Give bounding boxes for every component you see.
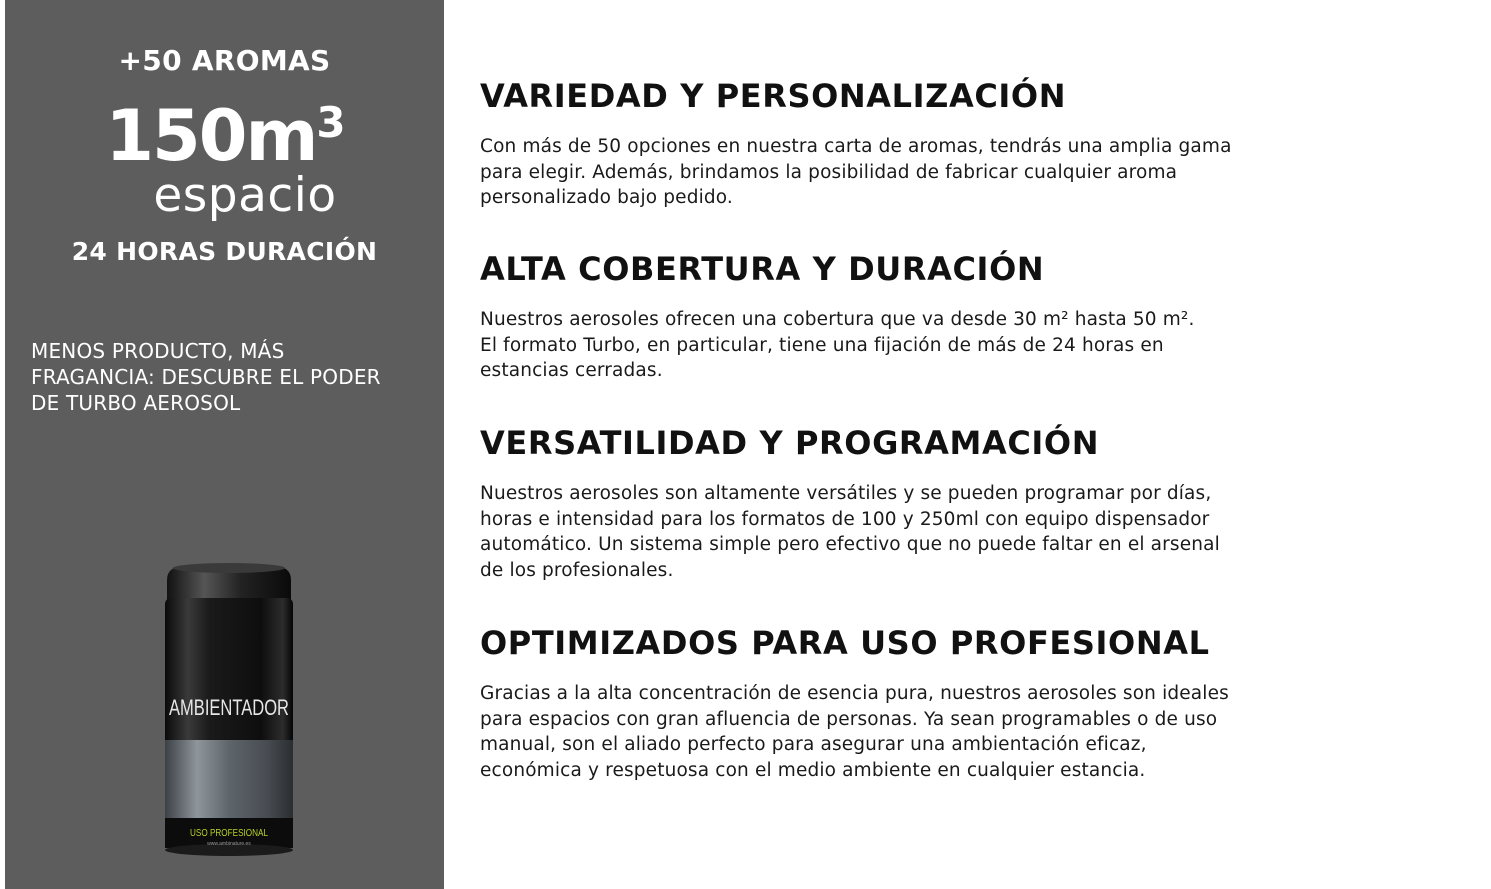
aerosol-can-image [155, 560, 303, 860]
body-line: manual, son el aliado perfecto para asegurar una ambientación eficaz, [480, 734, 1147, 756]
body-line: personalizado bajo pedido. [480, 187, 733, 209]
section-title: VERSATILIDAD Y PROGRAMACIÓN [480, 424, 1100, 462]
volume-stat [5, 96, 444, 176]
body-line: El formato Turbo, en particular, tiene una fijación de más de 24 horas en [480, 334, 1164, 356]
body-line: automático. Un sistema simple pero efectivo que no puede faltar en el arsenal [480, 534, 1220, 556]
section-coverage [480, 249, 1340, 384]
body-line: de los profesionales. [480, 559, 674, 581]
section-title: OPTIMIZADOS PARA USO PROFESIONAL [480, 624, 1210, 662]
section-professional [480, 623, 1340, 783]
can-url: www.ambinature.es [207, 841, 251, 847]
body-line: para elegir. Además, brindamos la posibilidad de fabricar cualquier aroma [480, 161, 1178, 183]
body-line: Nuestros aerosoles son altamente versátiles y se pueden programar por días, [480, 483, 1212, 504]
section-body [480, 134, 1320, 211]
volume-superscript: 3 [316, 98, 344, 147]
body-line: Con más de 50 opciones en nuestra carta de aromas, tendrás una amplia gama [480, 136, 1232, 157]
body-line: estancias cerradas. [480, 360, 663, 382]
section-title: ALTA COBERTURA Y DURACIÓN [480, 250, 1045, 288]
section-body [480, 681, 1320, 783]
section-versatility [480, 423, 1340, 583]
tagline-line: FRAGANCIA: DESCUBRE EL PODER [31, 365, 381, 389]
tagline-line: MENOS PRODUCTO, MÁS [31, 339, 285, 363]
volume-value: 150m [105, 95, 317, 177]
duration-stat: 24 HORAS DURACIÓN [71, 237, 378, 266]
body-line: Gracias a la alta concentración de esencia pura, nuestros aerosoles son ideales [480, 683, 1229, 704]
section-title: VARIEDAD Y PERSONALIZACIÓN [480, 77, 1067, 115]
aromas-count: +50 AROMAS [118, 44, 331, 77]
can-sublabel: USO PROFESIONAL [190, 828, 269, 839]
can-label: AMBIENTADOR [169, 695, 289, 720]
body-line: Nuestros aerosoles ofrecen una cobertura que va desde 30 m² hasta 50 m². [480, 309, 1195, 330]
body-line: económica y respetuosa con el medio ambiente en cualquier estancia. [480, 759, 1146, 781]
section-body [480, 481, 1320, 583]
body-line: horas e intensidad para los formatos de 100 y 250ml con equipo dispensador [480, 508, 1210, 530]
section-variety [480, 76, 1340, 211]
tagline-line: DE TURBO AEROSOL [31, 391, 241, 415]
sidebar-panel [5, 0, 444, 889]
tagline [31, 338, 421, 416]
body-line: para espacios con gran afluencia de personas. Ya sean programables o de uso [480, 708, 1218, 730]
section-body [480, 307, 1320, 384]
space-label: espacio [153, 168, 337, 223]
